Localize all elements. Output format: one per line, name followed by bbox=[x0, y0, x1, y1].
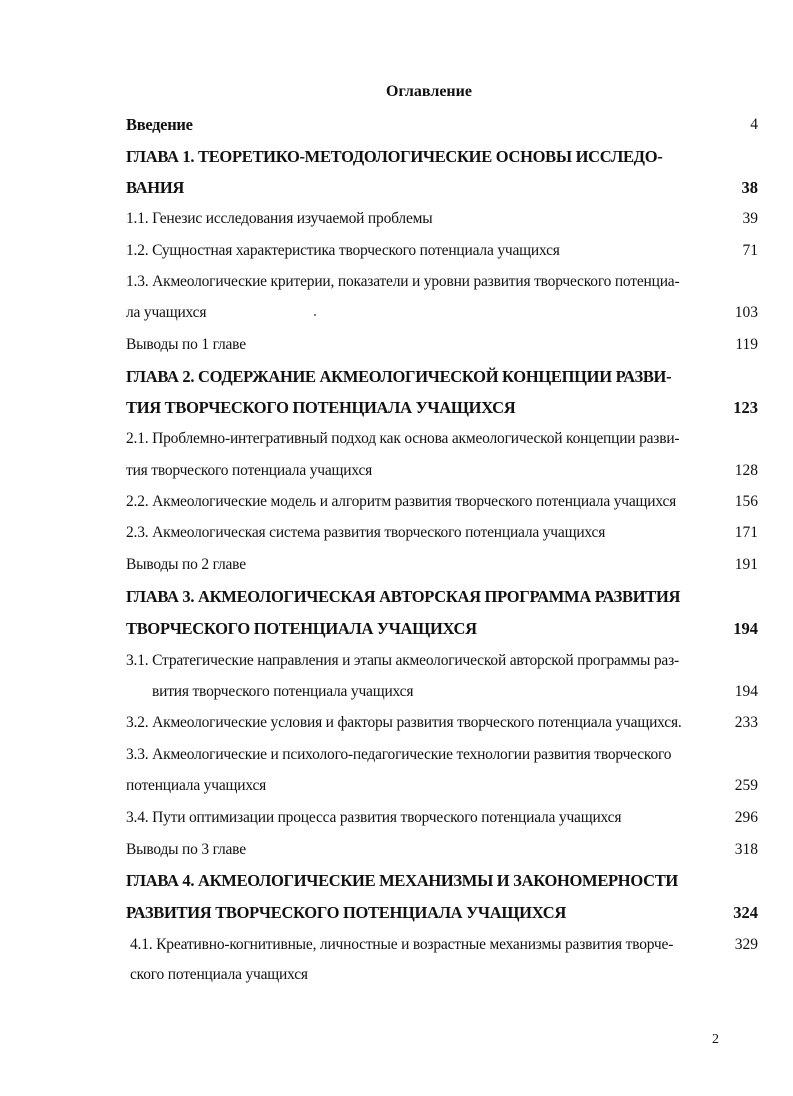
toc-section-3-3: 3.3. Акмеологические и психолого-педагогические технологии развития творческого bbox=[126, 746, 672, 763]
toc-entry-introduction: Введение bbox=[126, 115, 193, 134]
toc-page-introduction: 4 bbox=[750, 116, 758, 133]
toc-page-chapter-1: 38 bbox=[741, 178, 758, 197]
toc-chapter-1-title-cont: ВАНИЯ bbox=[126, 178, 184, 197]
toc-section-4-1: 4.1. Креативно-когнитивные, личностные и возрастные механизмы развития творче- bbox=[130, 936, 674, 953]
toc-page-chapter-4: 324 bbox=[733, 903, 758, 922]
toc-conclusions-1: Выводы по 1 главе bbox=[126, 336, 246, 353]
toc-chapter-3-title-cont: ТВОРЧЕСКОГО ПОТЕНЦИАЛА УЧАЩИХСЯ bbox=[126, 619, 477, 638]
toc-page-conclusions-1: 119 bbox=[735, 336, 758, 353]
toc-page-2-3: 171 bbox=[734, 524, 758, 541]
toc-conclusions-2: Выводы по 2 главе bbox=[126, 556, 246, 573]
toc-page-4-1: 329 bbox=[734, 936, 758, 953]
toc-page-1-2: 71 bbox=[742, 242, 758, 259]
toc-section-2-1: 2.1. Проблемно-интегративный подход как основа акмеологической концепции разви- bbox=[126, 430, 680, 447]
toc-page-2-1: 128 bbox=[734, 462, 758, 479]
toc-section-1-3-cont: ла учащихся bbox=[126, 304, 207, 321]
toc-section-1-1: 1.1. Генезис исследования изучаемой проблемы bbox=[126, 210, 433, 227]
toc-chapter-4-title: ГЛАВА 4. АКМЕОЛОГИЧЕСКИЕ МЕХАНИЗМЫ И ЗАКОНОМЕРНОСТИ bbox=[126, 871, 678, 890]
toc-chapter-2-title-cont: ТИЯ ТВОРЧЕСКОГО ПОТЕНЦИАЛА УЧАЩИХСЯ bbox=[126, 398, 516, 417]
toc-section-2-2: 2.2. Акмеологические модель и алгоритм развития творческого потенциала учащихся bbox=[126, 493, 677, 510]
toc-page-chapter-3: 194 bbox=[733, 619, 758, 638]
toc-section-3-4: 3.4. Пути оптимизации процесса развития творческого потенциала учащихся bbox=[126, 809, 622, 826]
toc-section-3-2: 3.2. Акмеологические условия и факторы развития творческого потенциала учащихся. bbox=[126, 714, 682, 731]
toc-page-2-2: 156 bbox=[734, 493, 758, 510]
page-number: 2 bbox=[712, 1032, 719, 1047]
toc-page-1-1: 39 bbox=[742, 210, 758, 227]
toc-conclusions-3: Выводы по 3 главе bbox=[126, 841, 246, 858]
toc-page-conclusions-2: 191 bbox=[734, 556, 758, 573]
toc-page-3-4: 296 bbox=[734, 809, 758, 826]
toc-section-3-1-cont: вития творческого потенциала учащихся bbox=[152, 683, 414, 700]
toc-page-1-3: 103 bbox=[734, 304, 758, 321]
toc-chapter-3-title: ГЛАВА 3. АКМЕОЛОГИЧЕСКАЯ АВТОРСКАЯ ПРОГРАММА РАЗВИТИЯ bbox=[126, 587, 681, 606]
toc-section-3-1: 3.1. Стратегические направления и этапы акмеологической авторской программы раз- bbox=[126, 652, 679, 669]
toc-section-3-3-cont: потенциала учащихся bbox=[126, 777, 267, 794]
toc-section-2-3: 2.3. Акмеологическая система развития творческого потенциала учащихся bbox=[126, 524, 606, 541]
page-title: Оглавление bbox=[386, 83, 472, 100]
toc-chapter-1-title: ГЛАВА 1. ТЕОРЕТИКО-МЕТОДОЛОГИЧЕСКИЕ ОСНОВЫ ИССЛЕДО- bbox=[126, 147, 663, 166]
toc-section-4-1-cont: ского потенциала учащихся bbox=[130, 966, 308, 983]
toc-page-conclusions-3: 318 bbox=[734, 841, 758, 858]
toc-chapter-4-title-cont: РАЗВИТИЯ ТВОРЧЕСКОГО ПОТЕНЦИАЛА УЧАЩИХСЯ bbox=[126, 903, 566, 922]
toc-page-3-2: 233 bbox=[734, 714, 758, 731]
toc-page-3-1: 194 bbox=[734, 683, 758, 700]
toc-section-2-1-cont: тия творческого потенциала учащихся bbox=[126, 462, 373, 479]
toc-section-1-3: 1.3. Акмеологические критерии, показатели и уровни развития творческого потенциа- bbox=[126, 273, 680, 290]
toc-page-3-3: 259 bbox=[734, 777, 758, 794]
toc-page-chapter-2: 123 bbox=[733, 398, 758, 417]
toc-chapter-2-title: ГЛАВА 2. СОДЕРЖАНИЕ АКМЕОЛОГИЧЕСКОЙ КОНЦЕПЦИИ РАЗВИ- bbox=[126, 367, 672, 386]
toc-section-1-2: 1.2. Сущностная характеристика творческого потенциала учащихся bbox=[126, 242, 560, 259]
scan-dot bbox=[314, 314, 316, 316]
